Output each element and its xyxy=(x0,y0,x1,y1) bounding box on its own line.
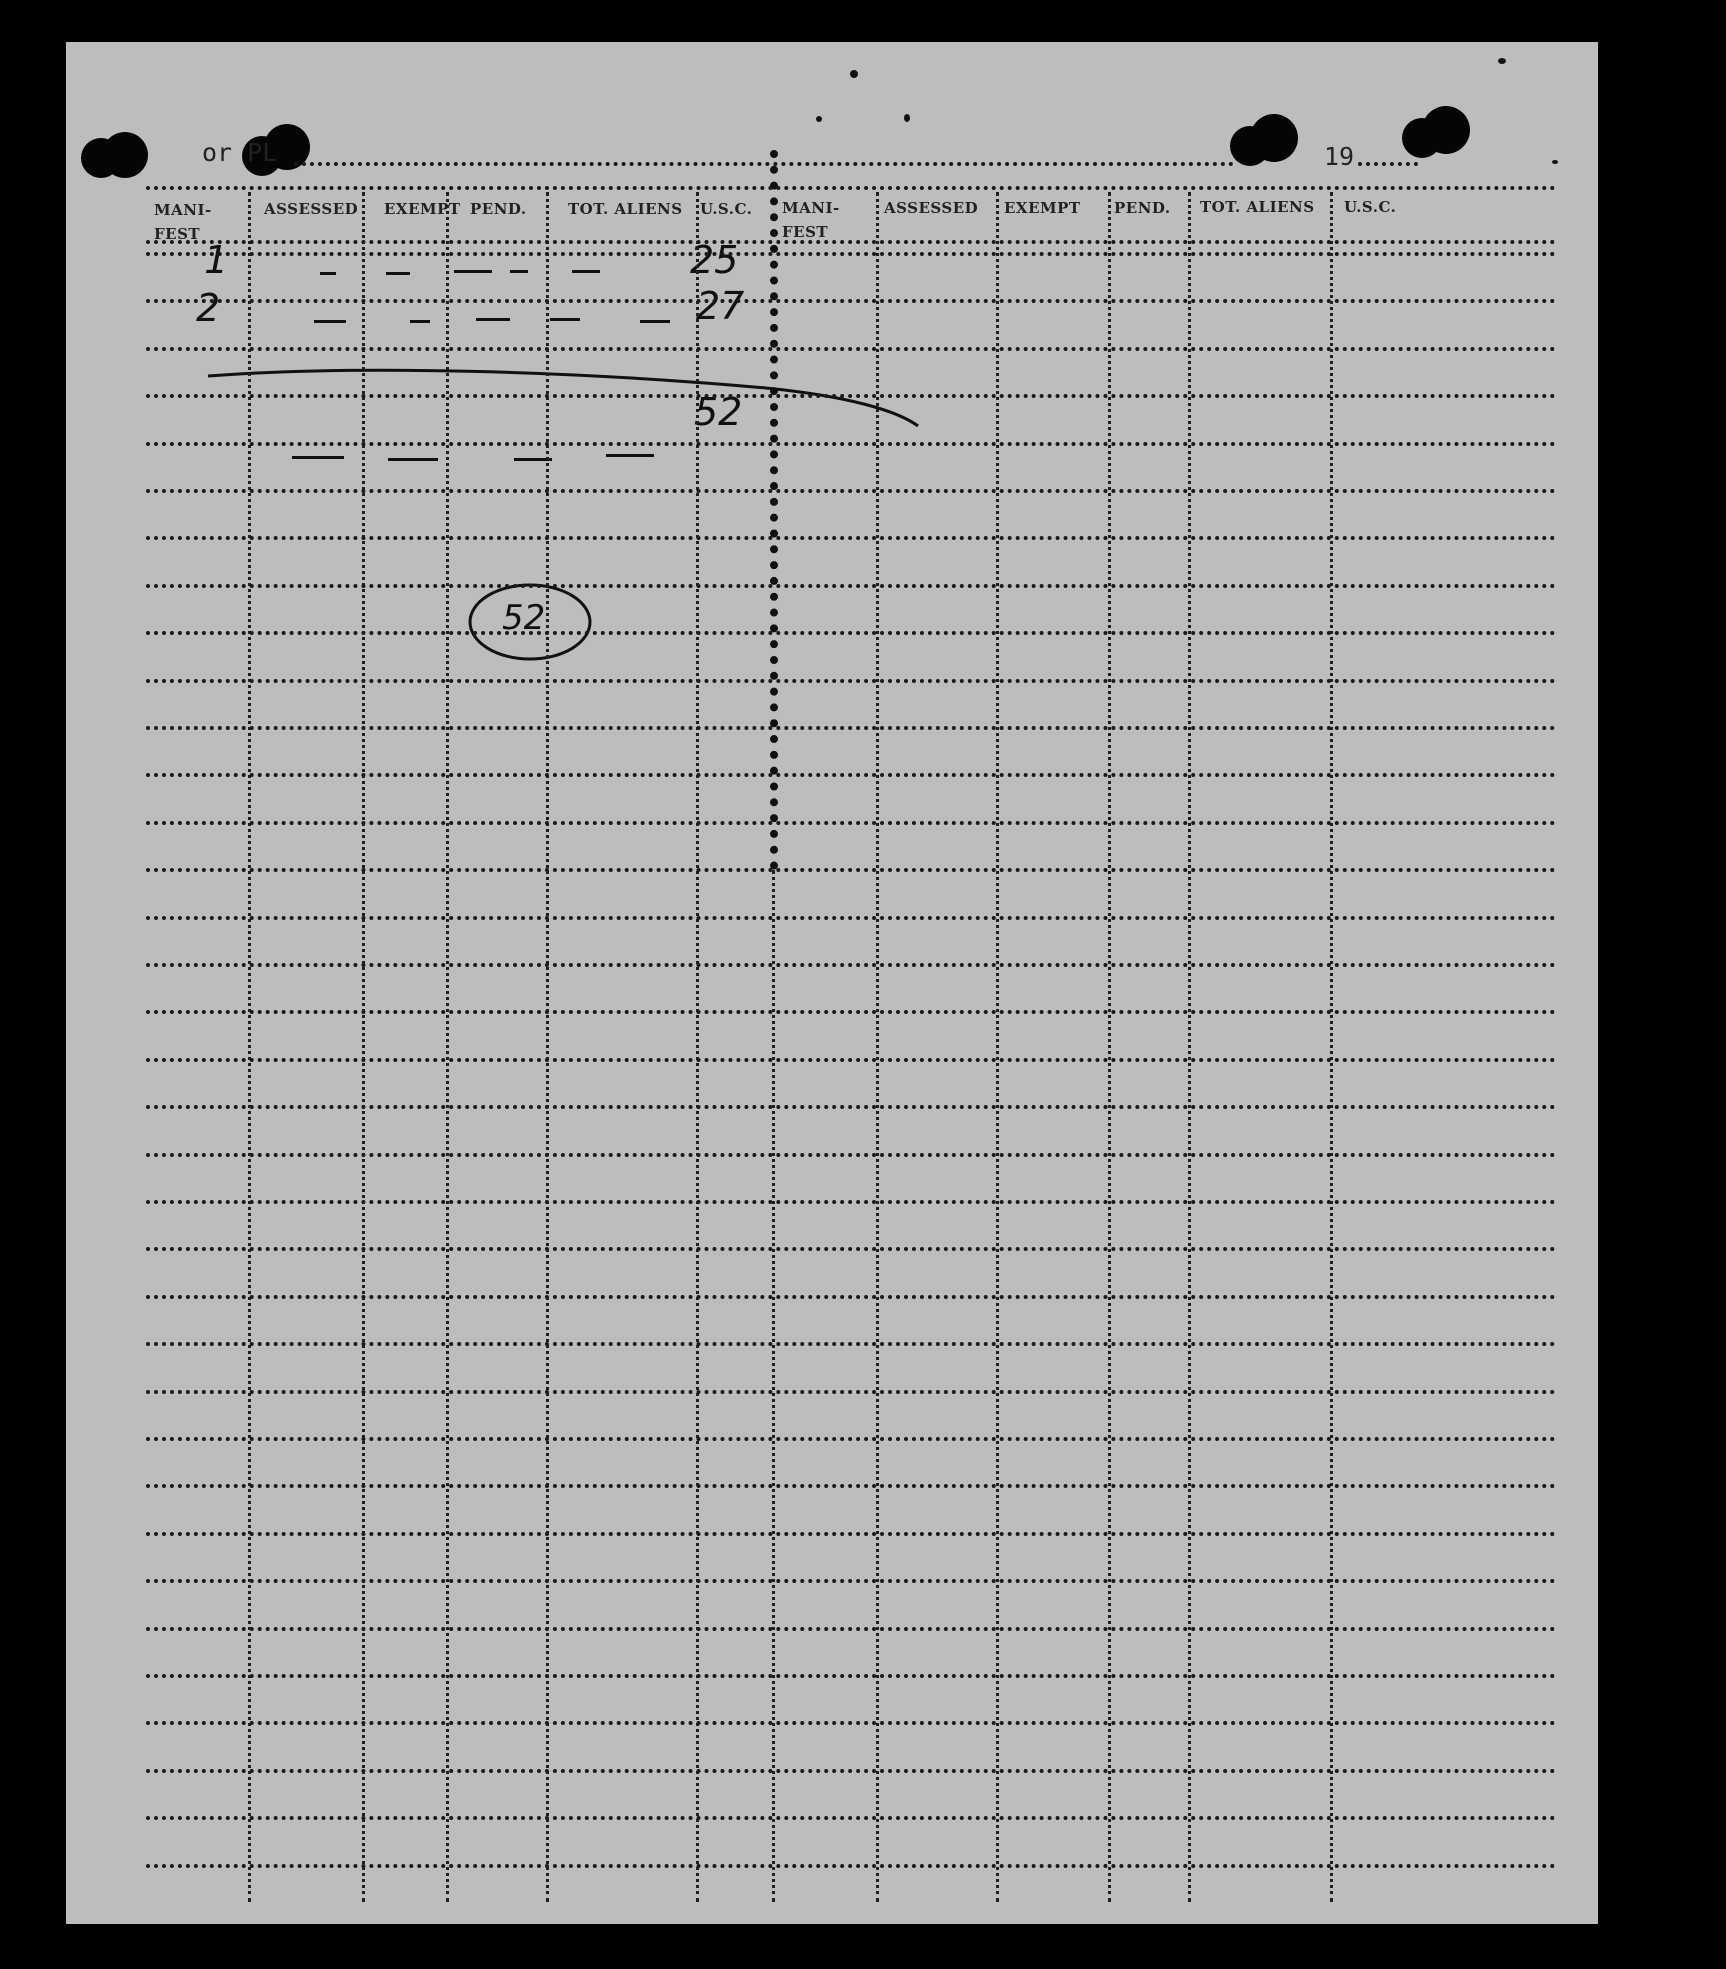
ledger-form-page xyxy=(66,42,1598,1924)
grid-row-line xyxy=(146,442,1556,446)
grid-column-line xyxy=(546,192,549,1902)
grid-row-line xyxy=(146,489,1556,493)
grid-column-line xyxy=(996,192,999,1902)
col-header-pend-right: PEND. xyxy=(1114,199,1171,217)
col-header-assessed-right: ASSESSED xyxy=(884,199,979,217)
grid-column-line xyxy=(362,192,365,1902)
grid-row-line xyxy=(146,1247,1556,1251)
entry-manifest-number: 1 xyxy=(204,238,229,282)
col-header-tot-aliens-left: TOT. ALIENS xyxy=(568,200,683,218)
entry-usc-value: 25 xyxy=(690,238,739,282)
grid-row-line xyxy=(146,631,1556,635)
handwritten-annotations xyxy=(66,42,1598,1924)
grid-row-line xyxy=(146,394,1556,398)
entry-usc-value: 27 xyxy=(696,284,745,328)
grid-row-line xyxy=(146,773,1556,777)
date-year-prefix: 19 xyxy=(1324,142,1355,171)
grid-column-line xyxy=(248,192,251,1902)
grid-row-line xyxy=(146,821,1556,825)
grid-row-line xyxy=(146,1342,1556,1346)
grid-row-line xyxy=(146,1390,1556,1394)
col-header-tot-aliens-right: TOT. ALIENS xyxy=(1200,198,1315,216)
entry-manifest-number: 2 xyxy=(196,286,221,330)
grid-row-line xyxy=(146,252,1556,256)
grid-row-line xyxy=(146,1627,1556,1631)
grid-row-line xyxy=(146,1532,1556,1536)
grid-row-line xyxy=(146,916,1556,920)
grid-row-line xyxy=(146,299,1556,303)
grid-column-line xyxy=(446,192,449,1902)
col-header-usc-left: U.S.C. xyxy=(700,200,753,218)
grid-row-line xyxy=(146,536,1556,540)
grid-row-line xyxy=(146,963,1556,967)
col-header-exempt-left: EXEMPT xyxy=(384,200,461,218)
col-header-usc-right: U.S.C. xyxy=(1344,198,1397,216)
circled-total: 52 xyxy=(502,598,546,638)
grid-row-line xyxy=(146,1484,1556,1488)
header-rule-line xyxy=(146,240,1556,244)
header-rule-line xyxy=(146,186,1556,190)
grid-row-line xyxy=(146,1058,1556,1062)
total-usc-value: 52 xyxy=(694,390,743,434)
col-header-manifest-right: MANI- FEST xyxy=(782,199,840,241)
col-header-exempt-right: EXEMPT xyxy=(1004,199,1081,217)
grid-row-line xyxy=(146,679,1556,683)
grid-row-line xyxy=(146,1010,1556,1014)
grid-row-line xyxy=(146,1200,1556,1204)
center-divider-line xyxy=(772,870,775,1902)
grid-row-line xyxy=(146,1295,1556,1299)
grid-column-line xyxy=(1330,192,1333,1902)
grid-row-line xyxy=(146,1105,1556,1109)
vessel-or-place-label: or PL xyxy=(202,138,278,167)
grid-row-line xyxy=(146,868,1556,872)
grid-row-line xyxy=(146,726,1556,730)
grid-column-line xyxy=(876,192,879,1902)
grid-row-line xyxy=(146,1437,1556,1441)
grid-row-line xyxy=(146,347,1556,351)
col-header-pend-left: PEND. xyxy=(470,200,527,218)
grid-row-line xyxy=(146,1769,1556,1773)
col-header-assessed-left: ASSESSED xyxy=(264,200,359,218)
grid-row-line xyxy=(146,1579,1556,1583)
grid-row-line xyxy=(146,1674,1556,1678)
grid-row-line xyxy=(146,1816,1556,1820)
grid-column-line xyxy=(1108,192,1111,1902)
center-divider-line xyxy=(770,150,778,870)
grid-row-line xyxy=(146,584,1556,588)
grid-row-line xyxy=(146,1864,1556,1868)
grid-column-line xyxy=(696,192,699,1902)
grid-row-line xyxy=(146,1153,1556,1157)
grid-row-line xyxy=(146,1721,1556,1725)
col-header-manifest-left: MANI- FEST xyxy=(154,201,212,243)
grid-column-line xyxy=(1188,192,1191,1902)
